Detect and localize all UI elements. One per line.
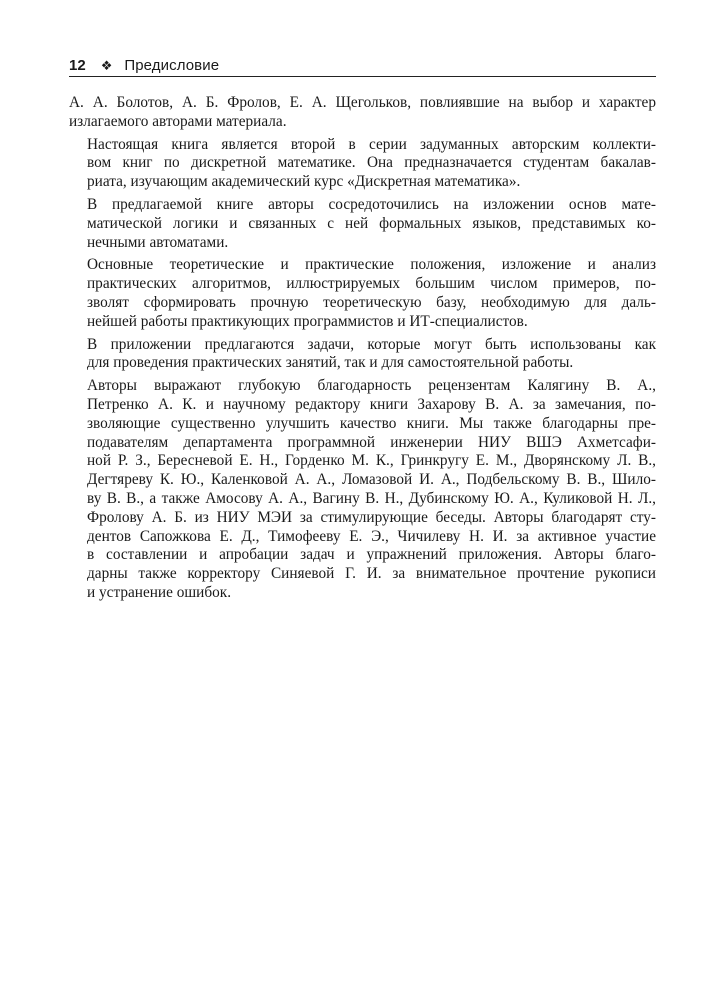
paragraph-5 (69, 336, 656, 374)
text-line: зволят сформировать прочную теоретическую базу, необходимую для даль- (87, 293, 656, 311)
diamond-separator-icon: ❖ (100, 57, 113, 73)
text-line: Фролову А. Б. из НИУ МЭИ за стимулирующие беседы. Авторы благодарят сту- (87, 508, 656, 526)
text-line: А. А. Болотов, А. Б. Фролов, Е. А. Щегольков, повлиявшие на выбор и характер (69, 94, 656, 111)
text-line: для проведения практических занятий, так и для самостоятельной работы. (87, 354, 574, 372)
paragraph-2 (69, 136, 656, 192)
text-line: излагаемого авторами материала. (69, 112, 287, 130)
text-line: Петренко А. К. и научному редактору книги Захарову В. А. за замечания, по- (87, 395, 656, 413)
paragraph-6 (69, 377, 656, 603)
running-header (69, 54, 656, 76)
text-line: в составлении и апробации задач и упражнений приложения. Авторы благо- (87, 546, 656, 564)
paragraph-3 (69, 196, 656, 252)
text-line: матической логики и связанных с ней формальных языков, представимых ко- (87, 214, 656, 232)
text-line: дентов Сапожкова Е. Д., Тимофееву Е. Э., Чичилеву Н. И. за активное участие (87, 527, 656, 545)
text-line: вом книг по дискретной математике. Она предназначается студентам бакалав- (87, 154, 656, 172)
text-line: и устранение ошибок. (87, 583, 232, 601)
page-number: 12 (69, 56, 86, 74)
paragraph-4 (69, 256, 656, 331)
text-line: ву В. В., а также Амосову А. А., Вагину В. Н., Дубинскому Ю. А., Куликовой Н. Л., (87, 489, 656, 507)
text-line: Авторы выражают глубокую благодарность рецензентам Калягину В. А., (87, 377, 656, 395)
text-line: Основные теоретические и практические положения, изложение и анализ (87, 256, 656, 274)
text-line: В приложении предлагаются задачи, которые могут быть использованы как (87, 335, 656, 353)
text-line: риата, изучающим академический курс «Дискретная математика». (87, 173, 521, 191)
text-line: Дегтяреву К. Ю., Каленковой А. А., Ломазовой И. А., Подбельскому В. В., Шило- (87, 471, 656, 489)
running-title: Предисловие (124, 56, 220, 74)
text-line: В предлагаемой книге авторы сосредоточились на изложении основ мате- (87, 195, 656, 213)
text-line: нечными автоматами. (87, 233, 229, 251)
text-line: подавателям департамента программной инженерии НИУ ВШЭ Ахметсафи- (87, 433, 656, 451)
text-line: нейшей работы практикующих программистов и ИТ-специалистов. (87, 312, 528, 330)
text-line: дарны также корректору Синяевой Г. И. за внимательное прочтение рукописи (87, 565, 656, 583)
paragraph-1 (69, 94, 656, 132)
text-line: практических алгоритмов, иллюстрируемых большим числом примеров, по- (87, 275, 656, 293)
text-line: Настоящая книга является второй в серии задуманных авторским коллекти- (87, 135, 656, 153)
text-line: ной Р. З., Бересневой Е. Н., Горденко М. К., Гринкругу Е. М., Дворянскому Л. В., (87, 452, 656, 470)
header-rule (69, 76, 656, 77)
body-text (69, 94, 656, 607)
text-line: зволяющие существенно улучшить качество книги. Мы также благодарны пре- (87, 414, 656, 432)
